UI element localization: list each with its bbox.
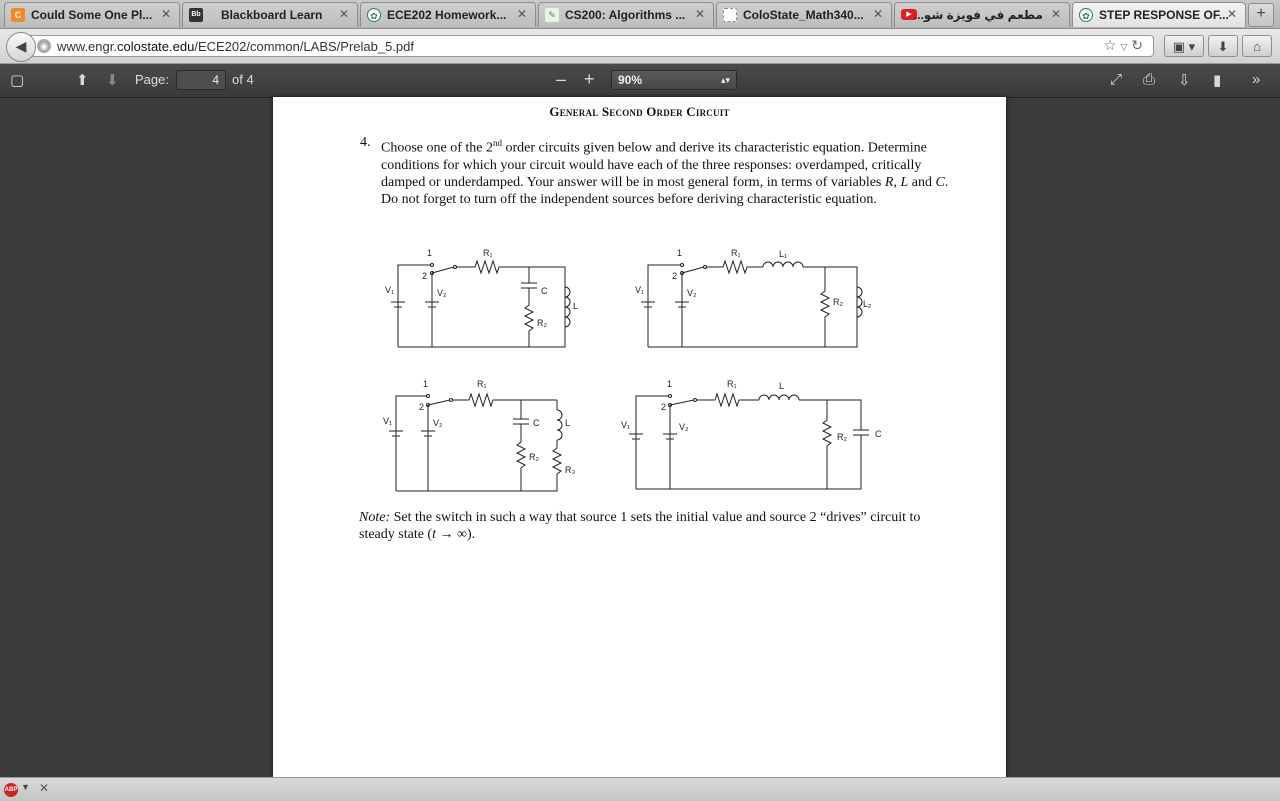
page-number-input[interactable]: 4 [176, 70, 226, 90]
tab-label: STEP RESPONSE OF... [1099, 8, 1229, 22]
chevron-down-icon[interactable]: ▼ [21, 782, 30, 792]
c-label: C [541, 286, 548, 296]
zoom-out-icon[interactable]: – [556, 69, 567, 89]
r1-label: R₁ [483, 248, 493, 258]
l-label: L [573, 301, 579, 311]
page-label: Page: [135, 72, 169, 87]
bookmarks-menu-button[interactable] [1164, 35, 1204, 57]
csu-ram-icon: ✿ [367, 8, 381, 22]
v1-label: V₁ [383, 416, 393, 426]
v1-label: V₁ [385, 285, 395, 295]
tab-label: مطعم في فويزة شو... [913, 8, 1043, 22]
close-icon[interactable]: ✕ [1226, 7, 1237, 21]
close-addon-bar-icon[interactable]: ✕ [39, 781, 50, 795]
reload-icon[interactable]: ↻ [1131, 37, 1147, 53]
l2-label: L₂ [863, 299, 872, 309]
r2-label: R₂ [529, 452, 539, 462]
previous-page-icon[interactable]: ⬆ [76, 72, 89, 89]
l-label: L [565, 418, 571, 428]
pdf-toolbar [0, 64, 1280, 98]
c-label: C [875, 429, 882, 439]
tab-label: ECE202 Homework... [387, 8, 507, 22]
v2-label: V₂ [687, 288, 697, 298]
url-bar-icons [1104, 37, 1147, 54]
select-arrows-icon: ▴▾ [720, 75, 730, 85]
tab-cs200[interactable] [538, 2, 714, 27]
tools-chevron-icon[interactable]: » [1252, 71, 1261, 88]
v2-label: V₂ [433, 418, 443, 428]
note-text: Note: Set the switch in such a way that source 1 sets the initial value and source 2 “drives” circuit to steady state (t → ∞). [359, 510, 921, 542]
url-text[interactable]: www.engr.colostate.edu/ECE202/common/LABS/Prelab_5.pdf [57, 39, 415, 54]
tab-ece202-homework[interactable] [360, 2, 536, 27]
v2-label: V₂ [437, 288, 447, 298]
url-bar[interactable] [30, 35, 1154, 57]
navigation-bar [0, 29, 1280, 64]
circuit-diagram-3 [383, 380, 583, 500]
switch-position-1-label: 1 [423, 379, 429, 389]
close-icon[interactable]: ✕ [1050, 7, 1061, 21]
new-tab-button[interactable]: + [1248, 3, 1274, 27]
v1-label: V₁ [621, 420, 631, 430]
blackboard-icon: Bb [189, 8, 203, 22]
downloads-button[interactable] [1208, 35, 1238, 57]
download-icon[interactable]: ⇩ [1178, 72, 1191, 89]
tab-step-response[interactable] [1072, 2, 1246, 27]
r3-label: R₃ [565, 465, 576, 475]
l-label: L [779, 381, 785, 391]
close-icon[interactable]: ✕ [872, 7, 883, 21]
r1-label: R₁ [731, 248, 741, 258]
circuit-diagram-1 [385, 247, 585, 362]
close-icon[interactable]: ✕ [516, 7, 527, 21]
switch-position-1-label: 1 [667, 379, 673, 389]
question-text: Choose one of the 2nd order circuits given below and derive its characteristic equation. Determine conditions for which your circuit would have each of the three responses: overdamped, critically damped or underdamped. Your answer will be in most general form, in terms of variables R, L and C. Do not forget to turn off the independent sources before deriving characteristic equation. [381, 138, 949, 207]
l1-label: L₁ [779, 249, 788, 259]
r1-label: R₁ [477, 379, 487, 389]
page-heading: General Second Order Circuit [549, 104, 730, 119]
print-icon[interactable]: ⎙ [1143, 71, 1156, 88]
switch-position-1-label: 1 [677, 248, 683, 258]
circuit-diagram-4 [621, 380, 881, 500]
pencil-check-icon: ✎ [545, 8, 559, 22]
tab-chegg[interactable] [4, 2, 180, 27]
home-button[interactable] [1242, 35, 1272, 57]
tab-math340[interactable] [716, 2, 892, 27]
switch-position-1-label: 1 [427, 248, 433, 258]
download-arrow-icon: ⬇ [1217, 39, 1229, 54]
dropdown-icon[interactable]: ▽ [1120, 42, 1132, 52]
adblock-plus-icon[interactable]: ABP [4, 783, 18, 797]
status-bar [0, 777, 1280, 801]
switch-position-2-label: 2 [419, 402, 425, 412]
zoom-in-icon[interactable]: + [584, 69, 595, 89]
page-total: of 4 [232, 72, 254, 87]
bookmarks-icon: ▣ ▾ [1172, 39, 1196, 54]
tab-blackboard[interactable] [182, 2, 358, 27]
r1-label: R₁ [727, 379, 737, 389]
zoom-select[interactable]: 90% ▴▾ [611, 70, 737, 90]
bookmark-star-icon[interactable]: ☆ [1103, 37, 1121, 53]
c-label: C [533, 418, 540, 428]
v2-label: V₂ [679, 422, 689, 432]
sidebar-toggle-icon[interactable]: ▢ [10, 72, 25, 89]
home-icon: ⌂ [1253, 39, 1261, 54]
globe-icon: ◉ [37, 39, 51, 53]
tab-label: Could Some One Pl... [31, 8, 153, 22]
next-page-icon[interactable]: ⬇ [106, 72, 119, 89]
question-number: 4. [360, 135, 371, 150]
chegg-c-icon: C [11, 8, 25, 22]
pdf-page [273, 97, 1006, 777]
switch-position-2-label: 2 [422, 271, 428, 281]
youtube-icon: ▶ [901, 9, 917, 20]
close-icon[interactable]: ✕ [338, 7, 349, 21]
tab-strip [0, 0, 1280, 29]
close-icon[interactable]: ✕ [160, 7, 171, 21]
tab-label: CS200: Algorithms ... [565, 8, 686, 22]
switch-position-2-label: 2 [661, 402, 667, 412]
tab-label: ColoState_Math340... [743, 8, 864, 22]
tab-youtube[interactable] [894, 2, 1070, 27]
switch-position-2-label: 2 [672, 271, 678, 281]
csu-ram-icon: ✿ [1079, 8, 1093, 22]
blank-page-icon [723, 8, 737, 22]
tab-label: Blackboard Learn [221, 8, 323, 22]
back-arrow-icon: ◀ [15, 38, 27, 54]
r2-label: R₂ [833, 297, 843, 307]
r2-label: R₂ [837, 432, 847, 442]
v1-label: V₁ [635, 285, 645, 295]
close-icon[interactable]: ✕ [694, 7, 705, 21]
r2-label: R₂ [537, 318, 547, 328]
back-button[interactable] [6, 32, 36, 62]
presentation-mode-icon[interactable]: ⤢ [1110, 71, 1123, 88]
bookmark-icon[interactable]: ▮ [1213, 72, 1222, 89]
circuit-diagram-2 [635, 247, 872, 362]
